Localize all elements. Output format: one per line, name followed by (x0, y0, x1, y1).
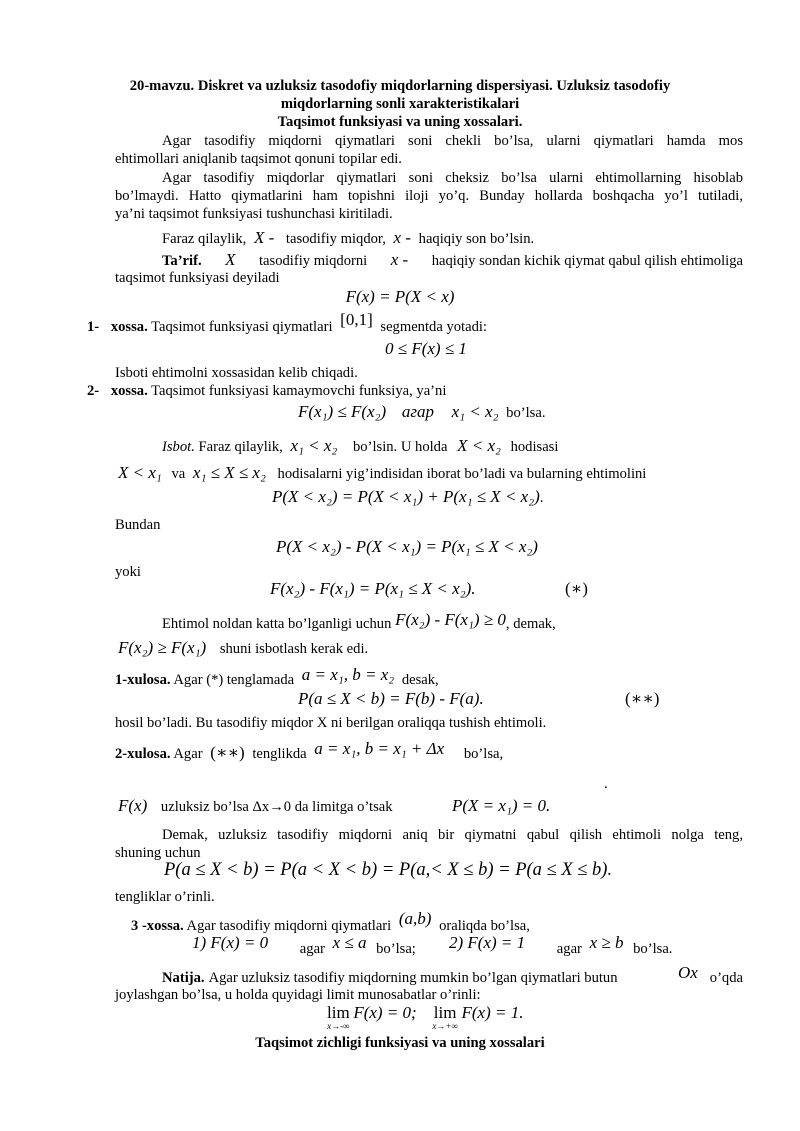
definition-line-1: Ta’rif. X tasodifiy miqdorni x - haqiqiy sondan kichik qiymat qabul qilish ehtimoliga (162, 250, 743, 269)
limit-plus-inf: lim x→+∞ (432, 1003, 458, 1031)
prop2-positivity: Ehtimol noldan katta bo’lganligi uchun F(x₂) - F(x₁) ≥ 0, demak, (162, 610, 556, 632)
intro-p2b: bo’lmaydi. Hatto qiymatlarini ham topishni iloji yo’q. Bunday hollarda boshqacha yo’l tutiladi, (115, 188, 743, 204)
prop2-formula-3: F(x₂) - F(x₁) = P(x₁ ≤ X < x₂). (270, 579, 476, 598)
prop2-yoki: yoki (115, 564, 141, 580)
cor1-after: hosil bo’ladi. Bu tasodifiy miqdor X ni berilgan oraliqqa tushish ehtimoli. (115, 715, 547, 731)
intro-p3: Faraz qilaylik, X - tasodifiy miqdor, x - haqiqiy son bo’lsin. (162, 228, 535, 247)
prop2-events: X < x₁ va x₁ ≤ X ≤ x₂ hodisalarni yig’indisidan iborat bo’ladi va bularning ehtimolini (118, 463, 647, 482)
next-section-heading: Taqsimot zichligi funksiyasi va uning xossalari (255, 1035, 545, 1051)
cor2-p1: Demak, uzluksiz tasodifiy miqdorni aniq bir qiymatni qabul qilish ehtimoli nolga teng, (162, 827, 743, 843)
prop3-cond-2: 2) F(x) = 1 agar x ≥ b bo’lsa. (449, 933, 673, 957)
prop2-condition: F(x₁) ≤ F(x₂) агар x₁ < x₂ bo’lsa. (298, 402, 546, 421)
prop3-line: 3 -xossa. Agar tasodifiy miqdorni qiymatlari (a,b) oraliqda bo’lsa, (131, 909, 530, 934)
prop3-cond-1: 1) F(x) = 0 agar x ≤ a bo’lsa; (192, 933, 416, 957)
intro-p2c: ya’ni taqsimot funksiyasi tushunchasi kiritiladi. (115, 206, 393, 222)
cor1-line: 1-xulosa. Agar (*) tenglamada a = x₁, b = x₂ desak, (115, 665, 439, 688)
title-line-3: Taqsimot funksiyasi va uning xossalari. (277, 114, 523, 130)
prop2-formula-1: P(X < x₂) = P(X < x₁) + P(x₁ ≤ X < x₂). (272, 487, 544, 506)
cor1-star-label: (∗∗) (625, 689, 660, 708)
title-line-2: miqdorlarning sonli xarakteristikalari (280, 96, 520, 112)
definition-formula: F(x) = P(X < x) (345, 287, 455, 306)
intro-p2a: Agar tasodifiy miqdorlar qiymatlari soni cheksiz bo’lsa ularni ehtimollarning hisoblab (162, 170, 743, 186)
natija-line: Natija. Agar uzluksiz tasodifiy miqdorning mumkin bo’lgan qiymatlari butun Ox o’qda (162, 963, 743, 986)
prop2-bundan: Bundan (115, 517, 161, 533)
intro-p1a: Agar tasodifiy miqdorni qiymatlari soni chekli bo’lsa, ularni qiymatlari hamda mos (162, 133, 743, 149)
prop2-formula-2: P(X < x₂) - P(X < x₁) = P(x₁ ≤ X < x₂) (276, 537, 538, 556)
cor2-limit-line: F(x) uzluksiz bo’lsa Δx→0 da limitga o’tsak (118, 796, 393, 815)
prop2-result: F(x₂) ≥ F(x₁) shuni isbotlash kerak edi. (118, 638, 369, 657)
cor2-after: tengliklar o’rinli. (115, 889, 215, 905)
prop2-isbot: Isbot. Faraz qilaylik, x₁ < x₂ bo’lsin. U holda X < x₂ hodisasi (162, 436, 559, 455)
cor2-formula: P(a ≤ X < b) = P(a < X < b) = P(a,< X ≤ b) = P(a ≤ X ≤ b). (164, 860, 613, 880)
cor1-formula: P(a ≤ X < b) = F(b) - F(a). (298, 689, 484, 708)
title-line-1: 20-mavzu. Diskret va uzluksiz tasodofiy miqdorlarning dispersiyasi. Uzluksiz tasodofiy (129, 78, 671, 94)
prop1-formula: 0 ≤ F(x) ≤ 1 (385, 339, 467, 358)
natija-line-2: joylashgan bo’lsa, u holda quyidagi limit munosabatlar o’rinli: (115, 987, 481, 1003)
definition-line-2: taqsimot funksiyasi deyiladi (115, 270, 280, 286)
prop1-line: 1- xossa. Taqsimot funksiyasi qiymatlari [0,1] segmentda yotadi: (87, 310, 487, 335)
cor2-limit: P(X = x₁) = 0. (452, 796, 551, 815)
natija-limits: lim x→-∞ F(x) = 0; lim x→+∞ F(x) = 1. (327, 1003, 524, 1031)
cor2-dot: . (604, 776, 608, 792)
prop1-proof: Isboti ehtimolni xossasidan kelib chiqadi. (115, 365, 358, 381)
cor2-p2: shuning uchun (115, 845, 201, 861)
limit-minus-inf: lim x→-∞ (327, 1003, 350, 1031)
cor2-line: 2-xulosa. Agar (∗∗) tenglikda a = x₁, b = x₁ + Δx bo’lsa, (115, 739, 504, 762)
intro-p1b: ehtimollari aniqlanib taqsimot qonuni topilar edi. (115, 151, 402, 167)
prop2-line: 2- xossa. Taqsimot funksiyasi kamaymovchi funksiya, ya’ni (87, 383, 447, 399)
prop2-star-label: (∗) (565, 579, 588, 598)
